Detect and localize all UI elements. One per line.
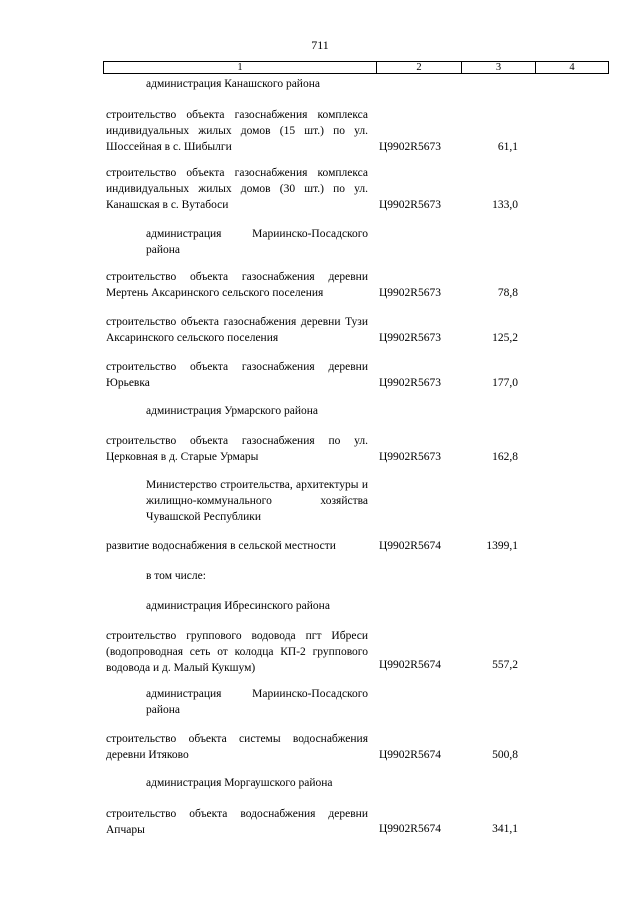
header-col-2: 2 bbox=[376, 62, 461, 73]
item-amount: 133,0 bbox=[492, 199, 518, 211]
item-code: Ц9902R5673 bbox=[379, 451, 441, 463]
item-code: Ц9902R5673 bbox=[379, 377, 441, 389]
item-amount: 177,0 bbox=[492, 377, 518, 389]
item-description: строительство объекта газоснабжения комплекса индивидуальных жилых домов (15 шт.) по ул. Шоссейная в с. Шибылги bbox=[106, 109, 368, 153]
item-description: строительство группового водовода пгт Ибреси (водопроводная сеть от колодца КП-2 группового водовода и д. Малый Кукшум) bbox=[106, 630, 368, 674]
item-amount: 162,8 bbox=[492, 451, 518, 463]
item-amount: 341,1 bbox=[492, 823, 518, 835]
org-heading: администрация Канашского района bbox=[146, 78, 320, 90]
item-description: строительство объекта системы водоснабжения деревни Итяково bbox=[106, 733, 368, 761]
table-header bbox=[103, 61, 609, 74]
item-description: строительство объекта газоснабжения деревни Юрьевка bbox=[106, 361, 368, 389]
header-col-3: 3 bbox=[461, 62, 535, 73]
page-number: 711 bbox=[311, 38, 329, 52]
item-amount: 125,2 bbox=[492, 332, 518, 344]
header-col-4: 4 bbox=[535, 62, 608, 73]
item-code: Ц9902R5673 bbox=[379, 199, 441, 211]
item-code: Ц9902R5674 bbox=[379, 659, 441, 671]
item-description: строительство объекта газоснабжения комплекса индивидуальных жилых домов (30 шт.) по ул. Канашская в с. Вутабоси bbox=[106, 167, 368, 211]
org-heading: администрация Мариинско-Посадского района bbox=[146, 688, 368, 716]
item-description: строительство объекта газоснабжения деревни Мертень Аксаринского сельского поселения bbox=[106, 271, 368, 299]
item-amount: 500,8 bbox=[492, 749, 518, 761]
subheading: в том числе: bbox=[146, 570, 206, 582]
org-heading: администрация Моргаушского района bbox=[146, 777, 333, 789]
item-amount: 78,8 bbox=[497, 287, 518, 299]
item-code: Ц9902R5673 bbox=[379, 287, 441, 299]
item-code: Ц9902R5673 bbox=[379, 141, 441, 153]
org-heading: администрация Ибресинского района bbox=[146, 600, 330, 612]
item-description: строительство объекта водоснабжения деревни Апчары bbox=[106, 808, 368, 836]
item-amount: 557,2 bbox=[492, 659, 518, 671]
ministry-heading: Министерство строительства, архитектуры и жилищно-коммунального хозяйства Чувашской Республики bbox=[146, 479, 368, 523]
item-amount: 1399,1 bbox=[486, 540, 518, 552]
item-description: строительство объекта газоснабжения по ул. Церковная в д. Старые Урмары bbox=[106, 435, 368, 463]
item-amount: 61,1 bbox=[497, 141, 518, 153]
org-heading: администрация Урмарского района bbox=[146, 405, 318, 417]
item-description: развитие водоснабжения в сельской местности bbox=[106, 540, 336, 552]
item-code: Ц9902R5674 bbox=[379, 823, 441, 835]
header-col-1: 1 bbox=[237, 62, 243, 73]
item-code: Ц9902R5674 bbox=[379, 749, 441, 761]
org-heading: администрация Мариинско-Посадского района bbox=[146, 228, 368, 256]
item-code: Ц9902R5673 bbox=[379, 332, 441, 344]
item-code: Ц9902R5674 bbox=[379, 540, 441, 552]
item-description: строительство объекта газоснабжения деревни Тузи Аксаринского сельского поселения bbox=[106, 316, 368, 344]
